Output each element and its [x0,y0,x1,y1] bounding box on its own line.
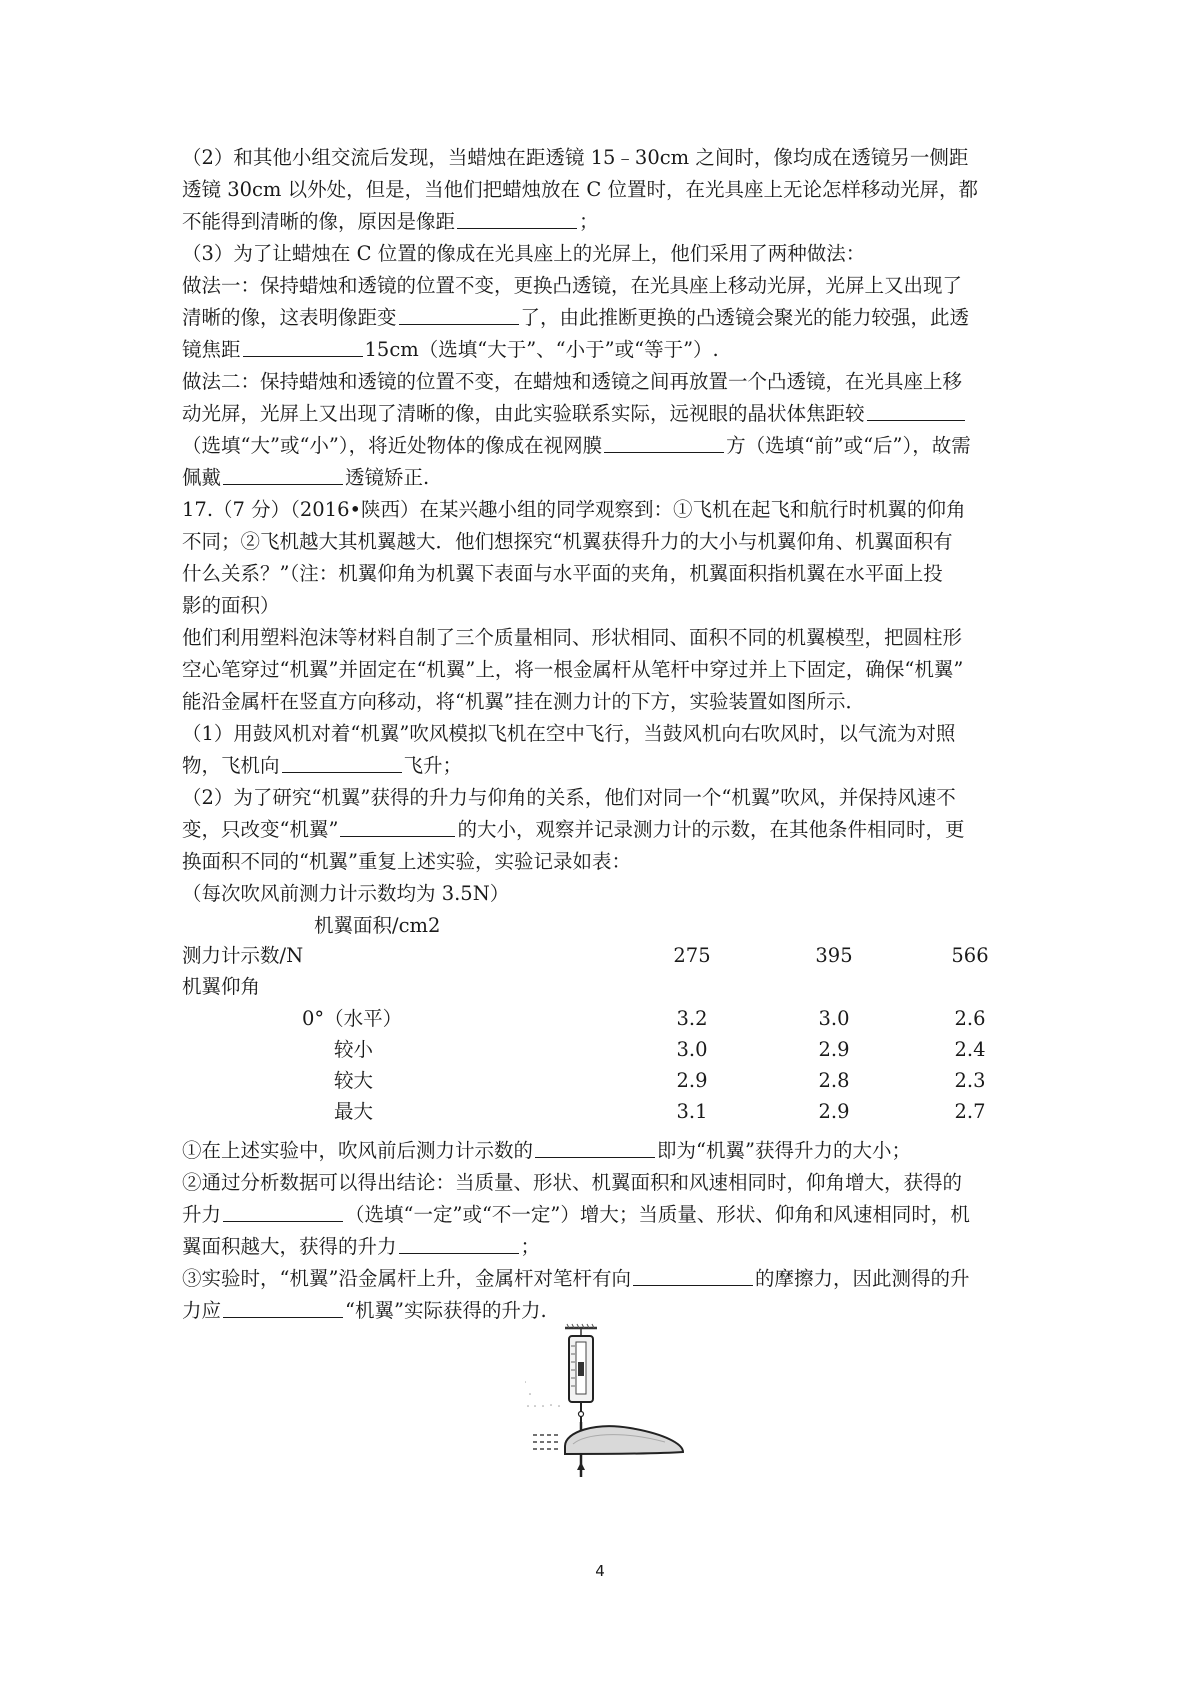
text-line: （2）为了研究“机翼”获得的升力与仰角的关系，他们对同一个“机翼”吹风，并保持风速不 [182,786,956,809]
answer-blank [223,1199,343,1222]
text-line [182,334,1027,366]
text-span: 翼面积越大，获得的升力 [182,1235,397,1258]
table-row [182,1096,1027,1128]
question-17-stem: 17.（7 分）（2016•陕西）在某兴趣小组的同学观察到：①飞机在起飞和航行时机翼的仰角 [182,498,966,521]
answer-blank [604,430,724,453]
answer-blank [223,1295,343,1318]
text-span: 的摩擦力，因此测得的升 [754,1267,970,1290]
text-span: 了，由此推断更换的凸透镜会聚光的能力较强，此透 [520,306,970,329]
text-span: 即为“机翼”获得升力的大小； [657,1139,911,1162]
text-line: 换面积不同的“机翼”重复上述实验，实验记录如表： [182,850,631,873]
text-line [182,206,1027,238]
text-span: ①在上述实验中，吹风前后测力计示数的 [182,1139,534,1162]
text-span: 的大小，观察并记录测力计的示数，在其他条件相同时，更 [457,818,965,841]
angle-header: 机翼仰角 [182,975,261,998]
answer-blank [457,206,577,229]
table-row [182,1065,1027,1097]
answer-blank [223,462,343,485]
text-line: （2）和其他小组交流后发现，当蜡烛在距透镜 15﹣30cm 之间时，像均成在透镜另一侧距 [182,146,969,169]
answer-blank [633,1263,753,1286]
table-cell: 2.6 [954,1007,986,1030]
text-line: 不同；②飞机越大其机翼越大．他们想探究“机翼获得升力的大小与机翼仰角、机翼面积有 [182,530,953,553]
text-line: （3）为了让蜡烛在 C 位置的像成在光具座上的光屏上，他们采用了两种做法： [182,242,866,265]
text-line [182,302,1027,334]
text-span: 力应 [182,1299,222,1322]
table-row [182,1034,1027,1066]
answer-blank [867,398,965,421]
table-cell: 2.7 [954,1100,986,1123]
answer-blank [282,750,402,773]
table-cell: 2.9 [676,1069,708,1092]
table-header-row [182,971,1027,1003]
table-cell: 2.9 [818,1038,850,1061]
text-line: 透镜 30cm 以外处，但是，当他们把蜡烛放在 C 位置时，在光具座上无论怎样移动光屏，都 [182,178,978,201]
text-span: 物，飞机向 [182,754,280,777]
table-cell: 较大 [334,1069,374,1092]
text-span: “机翼”实际获得的升力. [345,1299,547,1322]
text-span: 透镜矫正. [345,466,430,489]
table-cell: 3.0 [818,1007,850,1030]
text-line: （1）用鼓风机对着“机翼”吹风模拟飞机在空中飞行，当鼓风机向右吹风时，以气流为对照 [182,722,956,745]
experiment-apparatus-figure [525,1322,690,1482]
table-cell: 2.8 [818,1069,850,1092]
page-content [182,142,1027,1327]
text-line: （每次吹风前测力计示数均为 3.5N） [182,882,510,905]
text-span: 15cm（选填“大于”、“小于”或“等于”）. [364,338,719,361]
text-line [182,1263,1027,1295]
text-line: ②通过分析数据可以得出结论：当质量、形状、机翼面积和风速相同时，仰角增大，获得的 [182,1171,963,1194]
text-line [182,814,1027,846]
text-line: 影的面积） [182,594,280,617]
table-cell: 566 [951,944,989,967]
table-cell: 275 [673,944,711,967]
reading-header: 测力计示数/N [182,944,304,967]
text-span: ； [579,210,599,233]
table-cell: 0°（水平） [302,1007,403,1030]
text-span: （选填“一定”或“不一定”）增大；当质量、形状、仰角和风速相同时，机 [345,1203,970,1226]
table-cell: 2.3 [954,1069,986,1092]
text-span: （选填“大”或“小”），将近处物体的像成在视网膜 [182,434,603,457]
table-cell: 395 [815,944,853,967]
text-line [182,750,1027,782]
text-span: 飞升； [403,754,463,777]
table-header-row [182,910,1027,942]
text-span: 方（选填“前”或“后”），故需 [726,434,971,457]
table-cell: 最大 [334,1100,374,1123]
text-span: 动光屏，光屏上又出现了清晰的像，由此实验联系实际，远视眼的晶状体焦距较 [182,402,865,425]
text-span: 变，只改变“机翼” [182,818,339,841]
answer-blank [399,302,519,325]
area-header: 机翼面积/cm2 [314,914,441,937]
answer-blank [340,814,455,837]
table-cell: 3.0 [676,1038,708,1061]
text-span: 升力 [182,1203,222,1226]
text-span: 镜焦距 [182,338,241,361]
text-span: 不能得到清晰的像，原因是像距 [182,210,456,233]
table-cell: 2.4 [954,1038,986,1061]
text-span: 佩戴 [182,466,222,489]
text-line [182,398,1027,430]
text-span: ； [520,1235,541,1258]
text-line: 能沿金属杆在竖直方向移动，将“机翼”挂在测力计的下方，实验装置如图所示． [182,690,865,713]
text-line: 做法一：保持蜡烛和透镜的位置不变，更换凸透镜，在光具座上移动光屏，光屏上又出现了 [182,274,963,297]
table-cell: 2.9 [818,1100,850,1123]
page-number: 4 [595,1562,605,1580]
text-line [182,430,1027,462]
table-cell: 3.1 [676,1100,708,1123]
text-line [182,462,1027,494]
text-span: 清晰的像，这表明像距变 [182,306,397,329]
answer-blank [399,1231,519,1254]
answer-blank [243,334,363,357]
data-table [182,910,1027,1155]
text-line: 什么关系？”（注：机翼仰角为机翼下表面与水平面的夹角，机翼面积指机翼在水平面上投 [182,562,943,585]
text-line: 他们利用塑料泡沫等材料自制了三个质量相同、形状相同、面积不同的机翼模型，把圆柱形 [182,626,963,649]
text-line [182,1231,1027,1263]
table-cell: 较小 [334,1038,374,1061]
text-span: ③实验时，“机翼”沿金属杆上升，金属杆对笔杆有向 [182,1267,631,1290]
text-line: 空心笔穿过“机翼”并固定在“机翼”上，将一根金属杆从笔杆中穿过并上下固定，确保“机翼” [182,658,964,681]
table-row [182,1003,1027,1035]
table-header-row [182,940,1027,972]
text-line [182,1199,1027,1231]
table-cell: 3.2 [676,1007,708,1030]
text-line: 做法二：保持蜡烛和透镜的位置不变，在蜡烛和透镜之间再放置一个凸透镜，在光具座上移 [182,370,963,393]
